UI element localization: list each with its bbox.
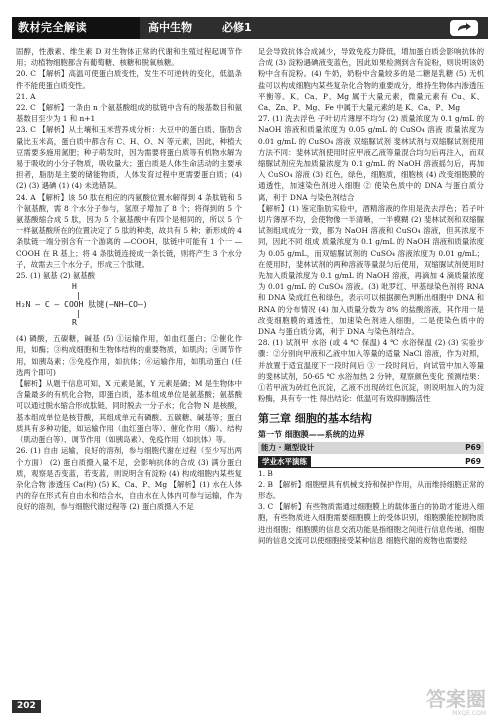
practice-bar [258,456,484,468]
practice-bar-page: P69 [465,456,481,466]
watermark-sub: MXQE.COM [452,710,486,717]
answer-20: 20. C 【解析】高温可使蛋白质变性，发生不可逆转的变化，低温条件不能使蛋白质变性。 [16,69,242,90]
answer-28: 28. (1) 试剂甲 水浴 (或 4 ℃ 保温) 4 ℃ 水浴保温 (2) (3) 实验步骤：②分别向甲液和乙液中加入等量的适量 NaCl 溶液，作为对照，并放置于适宜温度下一段时间后 ③ 一段时间后，向试管中加入等量的斐林试剂，50-65 ℃ 水浴加热 2 分钟，观察颜色变化 预测结果：①若甲液为砖红色沉淀，乙液不出现砖红色沉淀，则说明加入的为淀粉酶，具有专一性 得出结论：低温可有效抑制酶活性 [258,338,484,404]
page-number: 202 [12,700,41,713]
answer-22: 22. C 【解析】一条由 n 个氨基酸组成的肽链中含有的羧基数目和氨基数目至少为 1 和 n+1 [16,103,242,124]
formula-bond-top: | [76,291,81,301]
next-page-icon[interactable] [450,20,478,36]
left-column [16,46,242,513]
answer-27: 27. (1) 洗去浮色 子叶切片薄厚不均匀 (2) 质量浓度为 0.1 g/mL 的 NaOH 溶液和质量浓度为 0.05 g/mL 的 CuSO₄ 溶液 质量浓度为 0.01 g/mL 的 CuSO₄ 溶液 双缩脲试剂 斐林试剂与双缩脲试剂使用方法不同：斐林试剂使用时应甲液乙液等量混合均匀后再注入，而双缩脲试剂应先加质量浓度为 0.1 g/mL 的 NaOH 溶液摇匀后，再加入 CuSO₄ 溶液 (3) 红色，绿色，细胞质，细胞核 (4) 改变细胞膜的通透性，加速染色剂进入细胞 ② 使染色质中的 DNA 与蛋白质分离，利于 DNA 与染色剂结合 [258,114,484,202]
practice-bar-label: 学业水平演练 [258,456,311,468]
formula-bond-bottom: | [76,309,81,319]
subject-label: 高中生物 [148,21,192,34]
formula-bottom: R [72,318,77,328]
volume-label: 必修1 [222,21,252,34]
chapter-title: 第三章 细胞的基本结构 [258,411,372,425]
answer-paragraph: 固醇，性激素、维生素 D 对生物体正常的代谢和生殖过程起调节作用；动植物细胞都含有葡萄糖、核糖和脱氧核糖。 [16,47,242,68]
answer-26-cont: 足会导致抗体合成减少，导致免疫力降低，增加蛋白质会影响抗体的合成 (3) 淀粉遇碘液变蓝色，因此如果检测到含有淀粉，则说明该奶粉中含有淀粉。(4) 牛奶，奶粉中含量较多的是二糖是乳糖 (5) 无机盐可以构成细胞内某些复杂化合物的重要成分，维持生物体内渗透压平衡等。K、Ca、P、Mg 属于大量元素，微量元素有 Cu、K、Ca、Zn、P、Mg、Fe 中属于大量元素的是 K、Ca、P、Mg [258,47,484,113]
answer-24: 24. A 【解析】该 50 肽在相应的丙氨酸位置水解得到 4 条肽链和 5 个氨基酸，需 8 个水分子参与，氢原子增加了 8 个；将得到的 5 个氨基酸缩合成 5 肽，因为 5 个氨基酸中有四个是相同的，所以 5 个一样氨基酸所在的位置决定了 5 肽的种类，故共有 5 种；新形成的 4 条肽链一端分别含有一个游离的 —COOH，肽链中可能有 1 个一 —COOH 在 R 基上；将 4 条肽链连接成一条长链，则将产生 3 个水分子，故需去三个水分子，形成三个肽键。 [16,192,242,269]
right-column [258,46,484,546]
amino-acid-formula [16,281,242,333]
answer-25-cont: (4) 磷酸，五碳糖，碱基 (5) ①运输作用，如血红蛋白；②催化作用，如酶；③构成细胞和生物体结构的重要物质，如肌肉；④调节作用，如胰岛素；⑤免疫作用，如抗体；⑥运输作用，如肌动蛋白 (任选两个即可) [16,334,242,377]
ability-bar-label: 能力 · 题型设计 [261,442,315,452]
watermark [410,688,486,720]
answer-23: 23. C 【解析】从土壤和玉米营养成分析：大豆中的蛋白质、脂肪含量比玉米高，蛋白质中都含有 C、H、O、N 等元素，因此，种植大豆需要多施用氮肥；种子萌发时，因为需要将蛋白质等有机物水解为易于吸收的小分子物质，吸收量大；蛋白质是人体生命活动的主要承担者，脂肪是主要的储能物质，人体发育过程中更需要蛋白质；(4) (2) (3) 遇碘 (1) (4) 未选错误。 [16,125,242,191]
page-header [12,17,488,39]
answer-27-analysis: 【解析】(1) 鉴定脂肪实验中，酒精溶液的作用是洗去浮色；若子叶切片薄厚不均，会使物像一半清晰，一半模糊 (2) 斐林试剂和双缩脲试剂组成成分一致，都为 NaOH 溶液和 CuSO₄ 溶液，但其浓度不同，因此不同 组成 质量浓度为 0.1 g/mL 的 NaOH 溶液和质量浓度为 0.05 g/mL，而双缩脲试剂的 CuSO₄ 溶液浓度为 0.01 g/mL；在使用时，斐林试剂的两种溶液等量混匀后使用，双缩脲试剂使用时先加入质量浓度为 0.1 g/mL 的 NaOH 溶液，再滴加 4 滴质量浓度为 0.01 g/mL 的 CuSO₄ 溶液。(3) 吡罗红、甲基绿染色剂将 RNA 和 DNA 染成红色和绿色，表示可以根据颜色判断出细胞中 DNA 和 RNA 的分布情况 (4) 加入质量分数为 8% 的盐酸溶液，其作用一是改变细胞膜的通透性，加速染色剂进入细胞，二是使染色质中的 DNA 与蛋白质分离，利于 DNA 与染色剂结合。 [258,203,484,337]
answer-21: 21. A [16,91,36,101]
ability-bar [258,442,484,454]
ability-bar-page: P69 [465,442,481,452]
answer-2: 2. B 【解析】细胞壁具有机械支持和保护作用，从而维持细胞正常的形态。 [258,479,484,500]
section-title: 第一节 细胞膜——系统的边界 [258,429,365,439]
answer-25: 25. (1) 氨基 (2) 氨基酸 [16,271,96,281]
answer-25-analysis: 【解析】从题干信息可知，X 元素是氮，Y 元素是磷；M 是生物体中含量最多的有机化合物，即蛋白质，基本组成单位是氨基酸；氨基酸可以通过脱水缩合形成肽链，同时脱去一分子水；化合物 N 是核酸，基本组成单位是核苷酸，其组成单元有磷酸、五碳糖、碱基等；蛋白质具有多种功能，如运输作用（血红蛋白等）、催化作用（酶）、结构（肌动蛋白等）、调节作用（如胰岛素）、免疫作用（如抗体）等。 [16,379,242,445]
answer-1: 1. B [258,468,273,478]
answer-3: 3. C 【解析】有些物质需通过细胞膜上的载体蛋白的协助才能进入细胞，有些物质进入细胞需要细胞膜上的受体识别，细胞膜能控制物质进出细胞；细胞膜的信息交流功能是指细胞之间进行信息传递，细胞间的信息交流可以使细胞接受某种信息 细胞代谢的废物也需要经 [258,502,484,545]
formula-top: H [72,282,77,292]
answer-26: 26. (1) 自由 运输，良好的溶剂，参与细胞代谢在过程（至少写出两个方面） (2) 蛋白质摄入量不足，会影响抗体的合成 (3) 满分蛋白质，观察是否变蓝，若变蓝，则说明含有淀粉 (4) 构成细胞内某些复杂化合物 渗透压 Ca(构) (5) K、Ca、P、Mg 【解析】(1) 水在人体内的存在形式有自由水和结合水，自由水在人体内可参与运输，作为良好的溶剂，参与细胞代谢过程等 (2) 蛋白质摄入不足 [16,446,242,512]
book-brand: 教材完全解读 [12,17,140,39]
formula-main: H₂N — C — COOH 肽键(—NH—CO—) [16,300,148,310]
watermark-main: 答案圈 [426,687,486,711]
